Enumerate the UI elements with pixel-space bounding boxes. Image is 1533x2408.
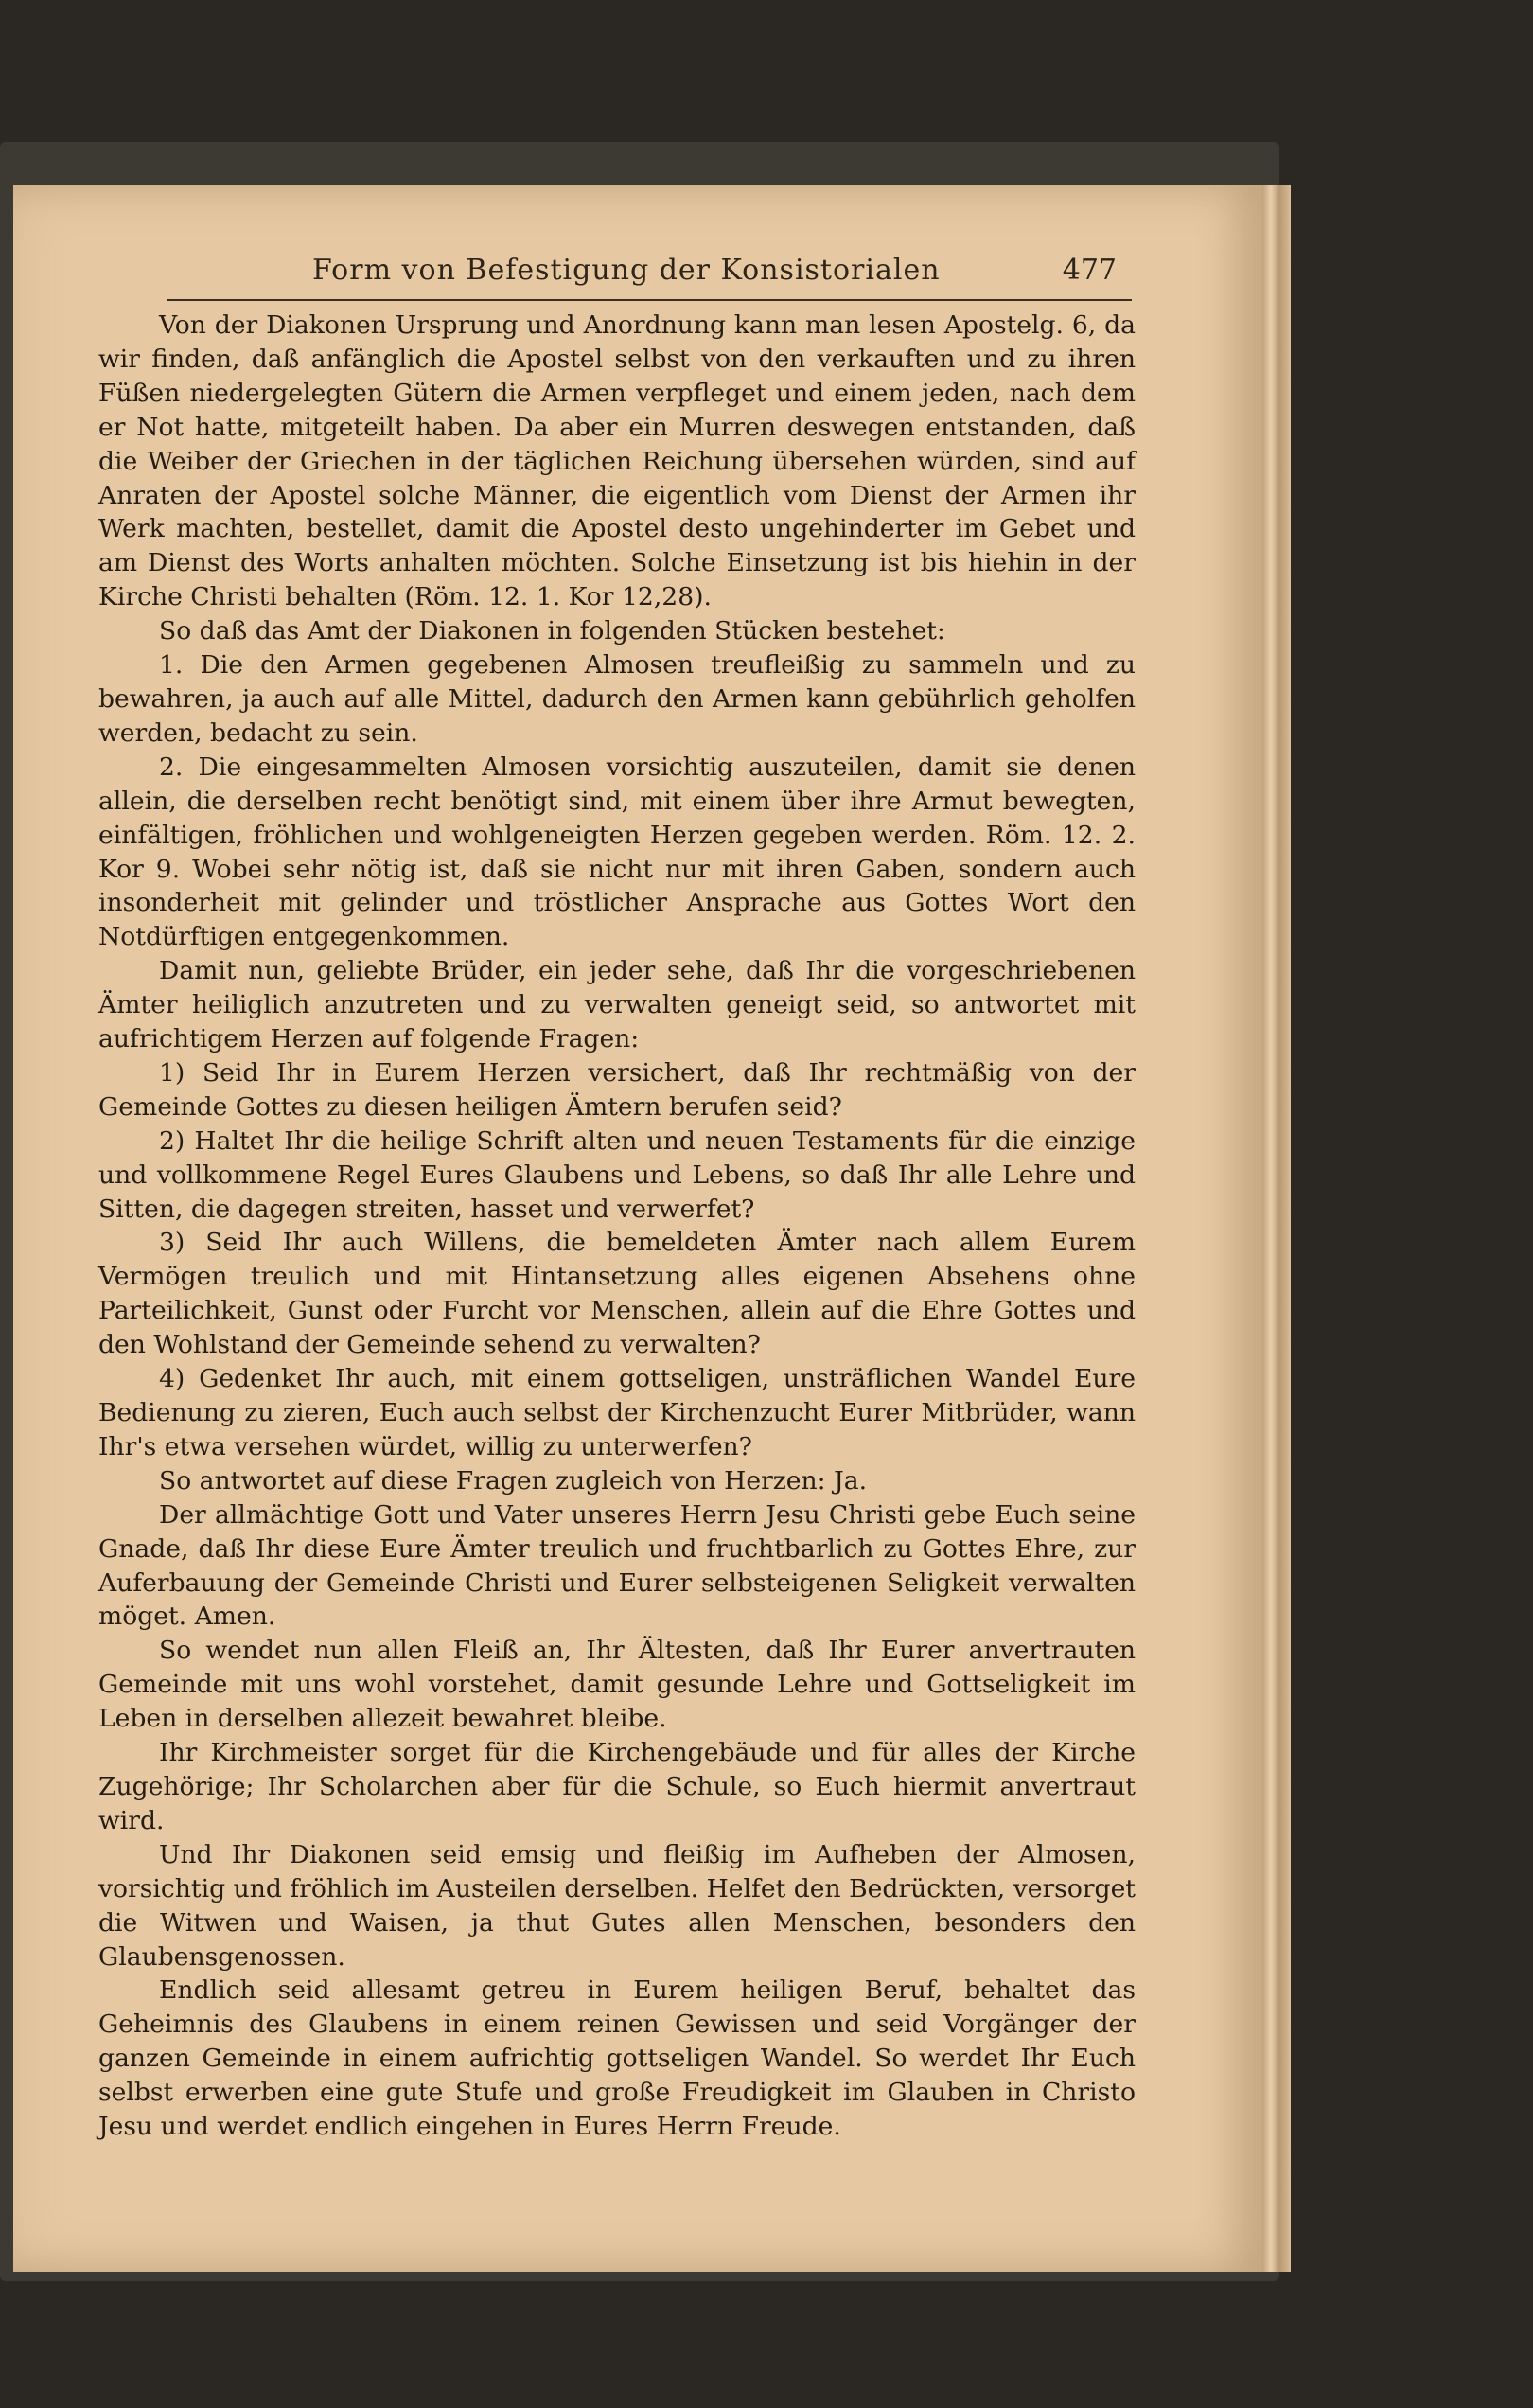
paragraph: 2. Die eingesammelten Almosen vorsichtig auszuteilen, damit sie denen allein, die derselben recht benötigt sind, mit einem über ihre Armut bewegten, einfältigen, fröhlichen und wohlgeneigten Herzen gegeben werden. Röm. 12. 2. Kor 9. Wobei sehr nötig ist, daß sie nicht nur mit ihren Gaben, sondern auch insonderheit mit gelinder und tröstlicher Ansprache aus Gottes Wort den Notdürftigen entgegenkommen. [98, 752, 1136, 952]
header-rule [167, 299, 1132, 301]
paragraph: So daß das Amt der Diakonen in folgenden Stücken bestehet: [159, 616, 945, 646]
paragraph: Damit nun, geliebte Brüder, ein jeder sehe, daß Ihr die vorgeschriebenen Ämter heiliglich anzutreten und zu verwalten geneigt seid, so antwortet mit aufrichtigem Herzen auf folgende Fragen: [98, 956, 1136, 1054]
paragraph: Der allmächtige Gott und Vater unseres Herrn Jesu Christi gebe Euch seine Gnade, daß Ihr diese Eure Ämter treulich und fruchtbarlich zu Gottes Ehre, zur Auferbauung der Gemeinde Christi und Eurer selbsteigenen Seligkeit verwalten möget. Amen. [98, 1499, 1136, 1632]
paragraph: 4) Gedenket Ihr auch, mit einem gottseligen, unsträflichen Wandel Eure Bedienung zu zieren, Euch auch selbst der Kirchenzucht Eurer Mitbrüder, wann Ihr's etwa versehen würdet, willig zu unterwerfen? [98, 1364, 1136, 1461]
paragraph: 2) Haltet Ihr die heilige Schrift alten und neuen Testaments für die einzige und vollkommene Regel Eures Glaubens und Lebens, so daß Ihr alle Lehre und Sitten, die dagegen streiten, hasset und verwerfet? [98, 1125, 1136, 1224]
paragraph: Endlich seid allesamt getreu in Eurem heiligen Beruf, behaltet das Geheimnis des Glaubens in einem reinen Gewissen und seid Vorgänger der ganzen Gemeinde in einem aufrichtig gottseligen Wandel. So werdet Ihr Euch selbst erwerben eine gute Stufe und große Freudigkeit im Glauben in Christo Jesu und werdet endlich eingehen in Eures Herrn Freude. [98, 1975, 1136, 2142]
paragraph: 1. Die den Armen gegebenen Almosen treufleißig zu sammeln und zu bewahren, ja auch auf alle Mittel, dadurch den Armen kann gebührlich geholfen werden, bedacht zu sein. [98, 650, 1136, 748]
page-number: 477 [1062, 254, 1117, 287]
running-head [284, 254, 1117, 292]
paragraph: So antwortet auf diese Fragen zugleich von Herzen: Ja. [159, 1465, 868, 1496]
paragraph: 3) Seid Ihr auch Willens, die bemeldeten Ämter nach allem Eurem Vermögen treulich und mit Hintansetzung alles eigenen Absehens ohne Parteilichkeit, Gunst oder Furcht vor Menschen, allein auf die Ehre Gottes und den Wohlstand der Gemeinde sehend zu verwalten? [98, 1228, 1136, 1360]
paragraph: Und Ihr Diakonen seid emsig und fleißig im Aufheben der Almosen, vorsichtig und fröhlich im Austeilen derselben. Helfet den Bedrückten, versorget die Witwen und Waisen, ja thut Gutes allen Menschen, besonders den Glaubensgenossen. [98, 1839, 1136, 1972]
body-text [98, 309, 1136, 2144]
paragraph: 1) Seid Ihr in Eurem Herzen versichert, daß Ihr rechtmäßig von der Gemeinde Gottes zu diesen heiligen Ämtern berufen seid? [98, 1057, 1136, 1122]
paragraph: Ihr Kirchmeister sorget für die Kirchengebäude und für alles der Kirche Zugehörige; Ihr Scholarchen aber für die Schule, so Euch hiermit anvertraut wird. [98, 1738, 1136, 1835]
paragraph: Von der Diakonen Ursprung und Anordnung kann man lesen Apostelg. 6, da wir finden, daß anfänglich die Apostel selbst von den verkauften und zu ihren Füßen niedergelegten Gütern die Armen verpfleget und einem jeden, nach dem er Not hatte, mitgeteilt haben. Da aber ein Murren deswegen entstanden, daß die Weiber der Griechen in der täglichen Reichung übersehen würden, sind auf Anraten der Apostel solche Männer, die eigentlich vom Dienst der Armen ihr Werk machten, bestellet, damit die Apostel desto ungehinderter im Gebet und am Dienst des Worts anhalten möchten. Solche Einsetzung ist bis hiehin in der Kirche Christi behalten (Röm. 12. 1. Kor 12,28). [98, 310, 1136, 612]
paragraph: So wendet nun allen Fleiß an, Ihr Ältesten, daß Ihr Eurer anvertrauten Gemeinde mit uns wohl vorstehet, damit gesunde Lehre und Gottseligkeit im Leben in derselben allezeit bewahret bleibe. [98, 1636, 1136, 1734]
page-edges [1262, 185, 1291, 2272]
running-title: Form von Befestigung der Konsistorialen [312, 254, 941, 287]
